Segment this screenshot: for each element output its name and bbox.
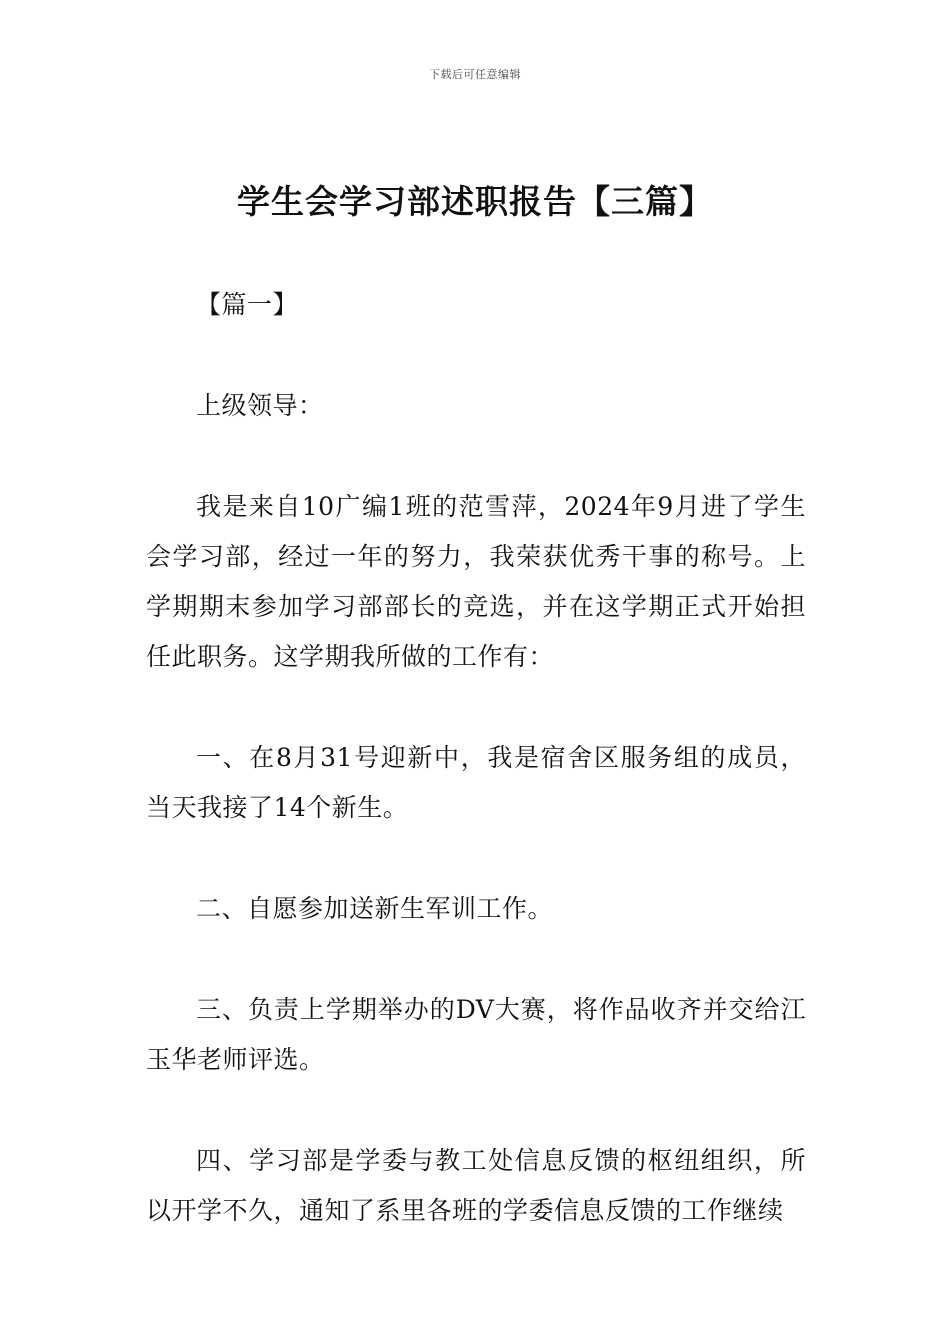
document-title: 学生会学习部述职报告【三篇】 [237, 182, 713, 221]
paragraph-intro: 我是来自10广编1班的范雪萍，2024年9月进了学生会学习部，经过一年的努力，我荣获优秀干事的称号。上学期期末参加学习部部长的竞选，并在这学期正式开始担任此职务。这学期我所做的工作有： [146, 492, 806, 671]
document-body [146, 280, 806, 1287]
section-label: 【篇一】 [196, 290, 299, 319]
greeting: 上级领导： [196, 391, 324, 420]
paragraph-item-2: 二、自愿参加送新生军训工作。 [196, 894, 554, 923]
paragraph-item-4: 四、学习部是学委与教工处信息反馈的枢纽组织，所以开学不久，通知了系里各班的学委信息反馈的工作继续 [146, 1146, 806, 1225]
header-note: 下载后可任意编辑 [429, 68, 521, 81]
paragraph-item-3: 三、负责上学期举办的DV大赛，将作品收齐并交给江玉华老师评选。 [146, 995, 806, 1074]
paragraph-item-1: 一、在8月31号迎新中，我是宿舍区服务组的成员，当天我接了14个新生。 [146, 743, 806, 822]
